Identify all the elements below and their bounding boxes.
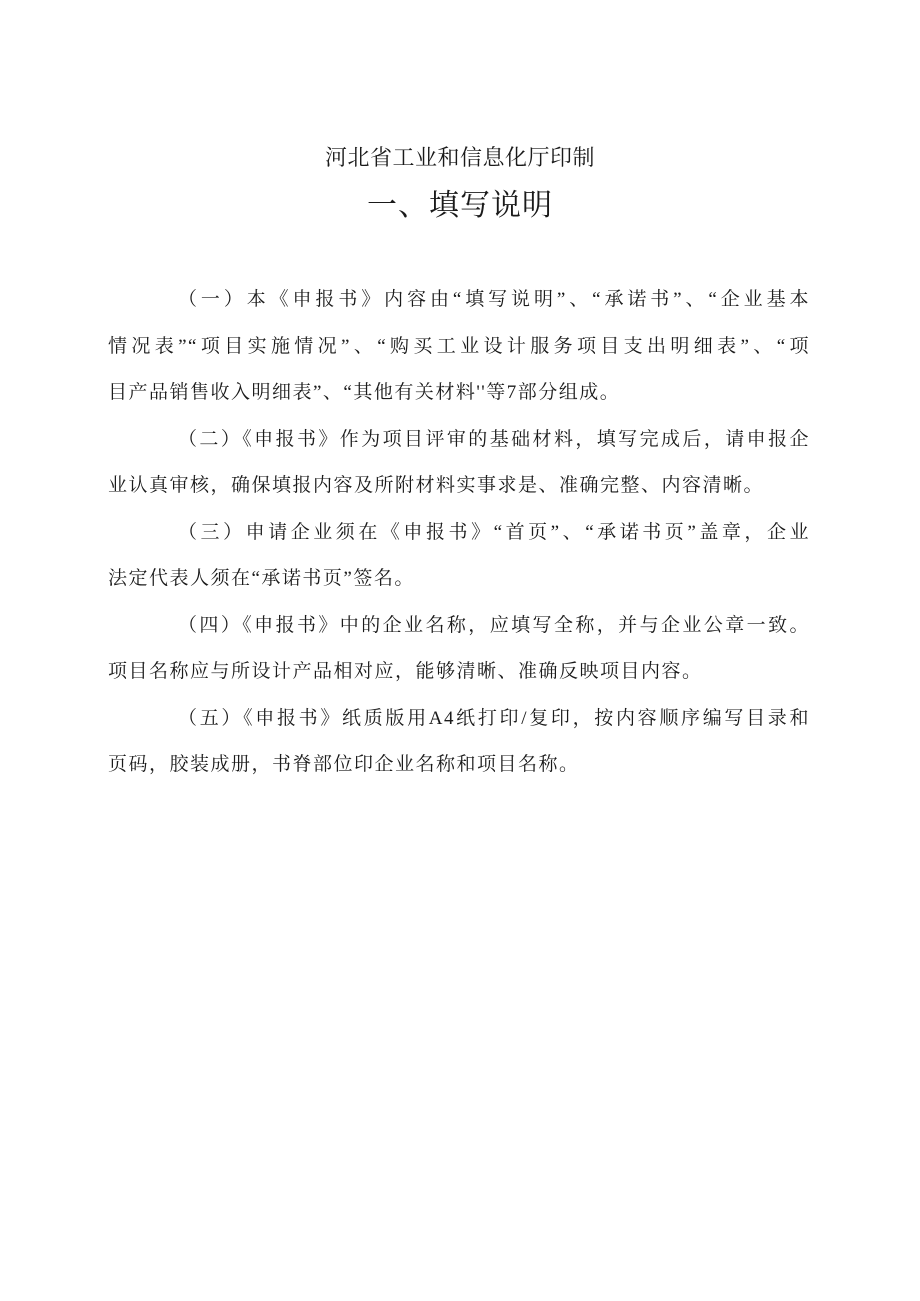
instruction-paragraph-4 xyxy=(108,603,810,696)
instruction-paragraph-1 xyxy=(108,277,810,417)
instruction-paragraph-3 xyxy=(108,510,810,603)
paragraph-line: （二）《申报书》作为项目评审的基础材料，填写完成后，请申报企 xyxy=(178,428,810,450)
paragraph-line: 项目名称应与所设计产品相对应，能够清晰、准确反映项目内容。 xyxy=(108,661,703,682)
paragraph-line: （五）《申报书》纸质版用A4纸打印/复印，按内容顺序编写目录和 xyxy=(178,707,810,729)
issuer-line: 河北省工业和信息化厅印制 xyxy=(324,145,595,170)
section-title: 一、填写说明 xyxy=(367,189,553,222)
instruction-paragraph-5 xyxy=(108,696,810,789)
paragraph-line: 情况表”“项目实施情况”、“购买工业设计服务项目支出明细表”、“项 xyxy=(108,335,810,357)
paragraph-line: 页码，胶装成册，书脊部位印企业名称和项目名称。 xyxy=(108,754,580,775)
paragraph-line: 法定代表人须在“承诺书页”签名。 xyxy=(108,568,415,589)
paragraph-line: 业认真审核，确保填报内容及所附材料实事求是、准确完整、内容清晰。 xyxy=(108,475,765,496)
paragraph-line: 目产品销售收入明细表”、“其他有关材料''等7部分组成。 xyxy=(108,382,621,403)
paragraph-line: （四）《申报书》中的企业名称，应填写全称，并与企业公章一致。 xyxy=(178,614,810,636)
instruction-paragraph-2 xyxy=(108,417,810,510)
instructions-body xyxy=(108,277,810,789)
paragraph-line: （三）申请企业须在《申报书》“首页”、“承诺书页”盖章，企业 xyxy=(178,521,810,543)
paragraph-line: （一）本《申报书》内容由“填写说明”、“承诺书”、“企业基本 xyxy=(178,289,810,310)
